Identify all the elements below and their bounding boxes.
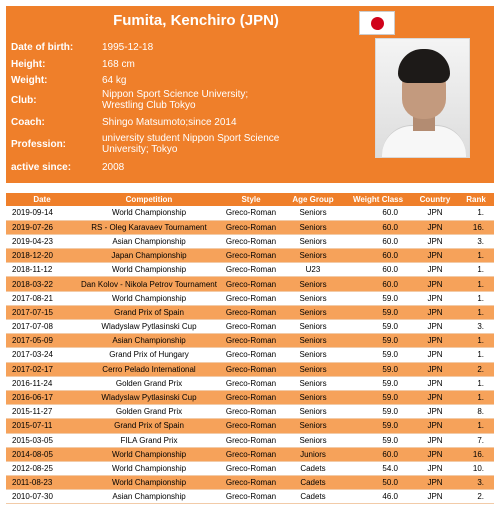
result-style: Greco-Roman [220, 291, 282, 305]
result-weight-class: 59.0 [344, 334, 412, 348]
result-date: 2015-07-11 [6, 419, 78, 433]
result-country: JPN [412, 362, 458, 376]
result-country: JPN [412, 433, 458, 447]
result-rank: 1. [458, 419, 494, 433]
result-date: 2018-11-12 [6, 263, 78, 277]
table-row [6, 433, 494, 447]
result-date: 2016-06-17 [6, 390, 78, 404]
result-age-group: Seniors [282, 390, 344, 404]
result-style: Greco-Roman [220, 362, 282, 376]
result-date: 2019-04-23 [6, 234, 78, 248]
result-country: JPN [412, 234, 458, 248]
result-country: JPN [412, 291, 458, 305]
result-competition: Grand Prix of Hungary [78, 348, 220, 362]
result-date: 2017-07-08 [6, 320, 78, 334]
result-rank: 8. [458, 405, 494, 419]
result-rank: 1. [458, 348, 494, 362]
result-age-group: Cadets [282, 490, 344, 504]
result-date: 2017-07-15 [6, 305, 78, 319]
result-date: 2010-07-30 [6, 490, 78, 504]
result-style: Greco-Roman [220, 476, 282, 490]
table-row [6, 476, 494, 490]
result-weight-class: 59.0 [344, 376, 412, 390]
result-competition: World Championship [78, 206, 220, 220]
result-weight-class: 59.0 [344, 291, 412, 305]
result-country: JPN [412, 376, 458, 390]
table-row [6, 234, 494, 248]
result-date: 2015-03-05 [6, 433, 78, 447]
result-country: JPN [412, 405, 458, 419]
table-row [6, 206, 494, 220]
result-date: 2011-08-23 [6, 476, 78, 490]
result-style: Greco-Roman [220, 433, 282, 447]
table-row [6, 362, 494, 376]
result-weight-class: 59.0 [344, 305, 412, 319]
result-competition: World Championship [78, 476, 220, 490]
header-competition: Competition [78, 193, 220, 206]
result-rank: 10. [458, 461, 494, 475]
result-style: Greco-Roman [220, 320, 282, 334]
result-weight-class: 60.0 [344, 206, 412, 220]
result-style: Greco-Roman [220, 220, 282, 234]
result-rank: 1. [458, 390, 494, 404]
result-age-group: Seniors [282, 249, 344, 263]
result-country: JPN [412, 206, 458, 220]
result-age-group: Seniors [282, 348, 344, 362]
table-row [6, 348, 494, 362]
result-competition: Asian Championship [78, 234, 220, 248]
result-age-group: Seniors [282, 220, 344, 234]
weight-label: Weight: [11, 75, 48, 86]
result-style: Greco-Roman [220, 405, 282, 419]
header-age-group: Age Group [282, 193, 344, 206]
result-rank: 1. [458, 249, 494, 263]
result-weight-class: 59.0 [344, 419, 412, 433]
header-style: Style [220, 193, 282, 206]
table-row [6, 277, 494, 291]
result-style: Greco-Roman [220, 490, 282, 504]
result-country: JPN [412, 334, 458, 348]
profession-value: university student Nippon Sport Science University; Tokyo [102, 133, 280, 155]
result-weight-class: 60.0 [344, 249, 412, 263]
results-header-row [6, 193, 494, 206]
result-rank: 2. [458, 362, 494, 376]
result-age-group: Seniors [282, 433, 344, 447]
table-row [6, 490, 494, 504]
result-weight-class: 59.0 [344, 362, 412, 376]
result-competition: Japan Championship [78, 249, 220, 263]
result-rank: 3. [458, 320, 494, 334]
result-style: Greco-Roman [220, 249, 282, 263]
header-date: Date [6, 193, 78, 206]
result-weight-class: 54.0 [344, 461, 412, 475]
result-date: 2017-05-09 [6, 334, 78, 348]
result-competition: Cerro Pelado International [78, 362, 220, 376]
result-age-group: Seniors [282, 419, 344, 433]
result-weight-class: 60.0 [344, 263, 412, 277]
result-style: Greco-Roman [220, 263, 282, 277]
result-country: JPN [412, 490, 458, 504]
result-style: Greco-Roman [220, 447, 282, 461]
result-competition: Golden Grand Prix [78, 405, 220, 419]
table-row [6, 291, 494, 305]
result-country: JPN [412, 348, 458, 362]
club-value: Nippon Sport Science University; Wrestling Club Tokyo [102, 89, 249, 111]
result-weight-class: 60.0 [344, 220, 412, 234]
result-date: 2017-08-21 [6, 291, 78, 305]
result-country: JPN [412, 305, 458, 319]
result-competition: World Championship [78, 263, 220, 277]
result-style: Greco-Roman [220, 376, 282, 390]
result-weight-class: 59.0 [344, 433, 412, 447]
header-rank: Rank [458, 193, 494, 206]
result-rank: 1. [458, 334, 494, 348]
result-date: 2017-03-24 [6, 348, 78, 362]
result-date: 2019-07-26 [6, 220, 78, 234]
result-age-group: Seniors [282, 234, 344, 248]
table-row [6, 249, 494, 263]
result-rank: 7. [458, 433, 494, 447]
height-label: Height: [11, 59, 46, 70]
result-rank: 3. [458, 476, 494, 490]
athlete-photo [375, 38, 470, 158]
result-weight-class: 46.0 [344, 490, 412, 504]
result-style: Greco-Roman [220, 461, 282, 475]
height-value: 168 cm [102, 59, 135, 70]
result-age-group: Seniors [282, 334, 344, 348]
result-date: 2015-11-27 [6, 405, 78, 419]
table-row [6, 390, 494, 404]
profession-label: Profession: [11, 139, 67, 150]
result-competition: World Championship [78, 447, 220, 461]
table-row [6, 461, 494, 475]
result-age-group: Seniors [282, 376, 344, 390]
result-rank: 1. [458, 263, 494, 277]
result-competition: Wladyslaw Pytlasinski Cup [78, 320, 220, 334]
result-date: 2019-09-14 [6, 206, 78, 220]
table-row [6, 419, 494, 433]
coach-label: Coach: [11, 117, 45, 128]
header-weight-class: Weight Class [344, 193, 412, 206]
active-since-value: 2008 [102, 162, 125, 173]
result-age-group: Cadets [282, 476, 344, 490]
result-country: JPN [412, 476, 458, 490]
results-body [6, 206, 494, 504]
result-weight-class: 59.0 [344, 320, 412, 334]
result-style: Greco-Roman [220, 390, 282, 404]
result-age-group: Seniors [282, 305, 344, 319]
result-weight-class: 59.0 [344, 405, 412, 419]
result-age-group: Seniors [282, 320, 344, 334]
result-date: 2017-02-17 [6, 362, 78, 376]
result-country: JPN [412, 461, 458, 475]
result-competition: Wladyslaw Pytlasinski Cup [78, 390, 220, 404]
result-weight-class: 50.0 [344, 476, 412, 490]
result-rank: 1. [458, 277, 494, 291]
result-country: JPN [412, 277, 458, 291]
athlete-name: Fumita, Kenchiro (JPN) [113, 12, 279, 29]
result-competition: Dan Kolov - Nikola Petrov Tournament [78, 277, 220, 291]
result-competition: Grand Prix of Spain [78, 305, 220, 319]
japan-flag-icon [359, 11, 395, 35]
table-row [6, 376, 494, 390]
results-table [6, 193, 494, 504]
result-style: Greco-Roman [220, 334, 282, 348]
result-rank: 2. [458, 490, 494, 504]
result-country: JPN [412, 419, 458, 433]
result-date: 2014-08-05 [6, 447, 78, 461]
result-age-group: Seniors [282, 362, 344, 376]
result-competition: Asian Championship [78, 490, 220, 504]
result-style: Greco-Roman [220, 277, 282, 291]
result-age-group: Seniors [282, 291, 344, 305]
result-style: Greco-Roman [220, 305, 282, 319]
table-row [6, 405, 494, 419]
result-date: 2018-03-22 [6, 277, 78, 291]
athlete-profile-panel [6, 6, 494, 183]
result-rank: 16. [458, 447, 494, 461]
table-row [6, 447, 494, 461]
result-rank: 1. [458, 206, 494, 220]
club-label: Club: [11, 95, 37, 106]
table-row [6, 305, 494, 319]
result-country: JPN [412, 220, 458, 234]
result-country: JPN [412, 249, 458, 263]
result-date: 2016-11-24 [6, 376, 78, 390]
result-competition: RS - Oleg Karavaev Tournament [78, 220, 220, 234]
result-country: JPN [412, 447, 458, 461]
result-competition: FILA Grand Prix [78, 433, 220, 447]
result-rank: 1. [458, 291, 494, 305]
result-competition: Golden Grand Prix [78, 376, 220, 390]
table-row [6, 220, 494, 234]
result-competition: Grand Prix of Spain [78, 419, 220, 433]
dob-label: Date of birth: [11, 42, 74, 53]
result-country: JPN [412, 320, 458, 334]
result-age-group: U23 [282, 263, 344, 277]
result-style: Greco-Roman [220, 206, 282, 220]
result-style: Greco-Roman [220, 419, 282, 433]
result-weight-class: 60.0 [344, 234, 412, 248]
result-rank: 1. [458, 376, 494, 390]
table-row [6, 263, 494, 277]
result-rank: 16. [458, 220, 494, 234]
table-row [6, 320, 494, 334]
weight-value: 64 kg [102, 75, 127, 86]
result-age-group: Seniors [282, 277, 344, 291]
result-rank: 1. [458, 305, 494, 319]
result-age-group: Juniors [282, 447, 344, 461]
result-style: Greco-Roman [220, 348, 282, 362]
result-age-group: Seniors [282, 405, 344, 419]
result-weight-class: 60.0 [344, 447, 412, 461]
flag-sun [371, 17, 384, 30]
result-weight-class: 59.0 [344, 390, 412, 404]
dob-value: 1995-12-18 [102, 42, 154, 53]
photo-hair [398, 49, 450, 83]
result-competition: World Championship [78, 461, 220, 475]
result-weight-class: 59.0 [344, 348, 412, 362]
result-age-group: Cadets [282, 461, 344, 475]
result-country: JPN [412, 390, 458, 404]
result-weight-class: 60.0 [344, 277, 412, 291]
result-style: Greco-Roman [220, 234, 282, 248]
result-date: 2018-12-20 [6, 249, 78, 263]
table-row [6, 334, 494, 348]
result-competition: World Championship [78, 291, 220, 305]
result-date: 2012-08-25 [6, 461, 78, 475]
result-competition: Asian Championship [78, 334, 220, 348]
result-country: JPN [412, 263, 458, 277]
coach-value: Shingo Matsumoto;since 2014 [102, 117, 237, 128]
header-country: Country [412, 193, 458, 206]
active-since-label: active since: [11, 162, 72, 173]
result-age-group: Seniors [282, 206, 344, 220]
result-rank: 3. [458, 234, 494, 248]
